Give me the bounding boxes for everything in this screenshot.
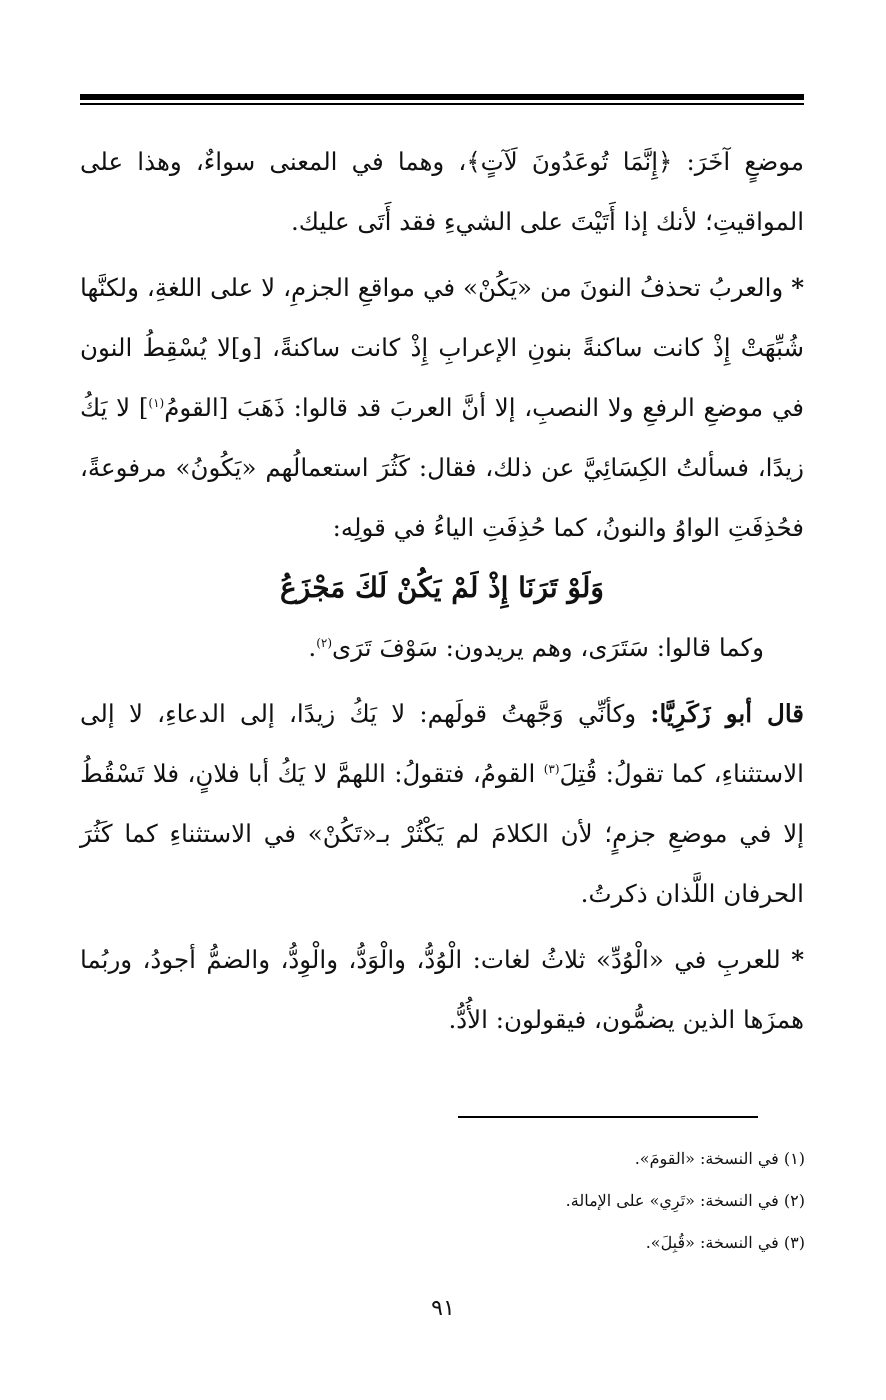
paragraph-2 [80,258,804,558]
footnote-separator [458,1116,758,1118]
footnote-1: (١) في النسخة: «القومَ». [634,1149,805,1168]
paragraph-1-text: موضعٍ آخَرَ: ﴿إِنَّمَا تُوعَدُونَ لَآتٍ﴾، وهما في المعنى سواءٌ، وهذا على المواقيتِ؛ لأنك إذا أَتَيْتَ على الشيءِ فقد أَتَى عليك. [80,147,804,236]
paragraph-3-text: وكما قالوا: سَتَرَى، وهم يريدون: سَوْفَ تَرَى [332,633,764,662]
paragraph-4 [80,684,804,924]
footnote-ref-3: (٣) [543,761,560,776]
footnote-ref-2: (٢) [316,635,333,650]
paragraph-2-text-continued: ] لا يَكُ زيدًا، فسألتُ الكِسَائِيَّ عن ذلك، فقال: كَثُرَ استعمالُهم «يَكُونُ» مرفوعةً، فحُذِفَتِ الواوُ والنونُ، كما حُذِفَتِ الياءُ في قولِه: [80,393,804,542]
section-star-marker: * [791,273,804,302]
paragraph-2-text: والعربُ تحذفُ النونَ من «يَكُنْ» في مواقعِ الجزمِ، لا على اللغةِ، ولكنَّها شُبِّهَتْ إِذْ كانت ساكنةً بنونِ الإعرابِ إِذْ كانت ساكنةً، [و]لا يُسْقِطُ النون في موضعِ الرفعِ ولا النصبِ، إلا أنَّ العربَ قد قالوا: ذَهَبَ [القومُ [80,273,805,422]
footnotes [80,1138,805,1264]
footnote-2: (٢) في النسخة: «تَرِي» على الإمالة. [565,1191,805,1210]
header-rule-thin [80,103,804,105]
paragraph-3-end: . [308,633,317,662]
footnote-ref-1: (١) [148,395,165,410]
paragraph-1 [80,132,804,252]
paragraph-5-text: للعربِ في «الْوُدِّ» ثلاثُ لغات: الْوُدُّ، والْوَدُّ، والْوِدُّ، والضمُّ أجودُ، وربُما همزَها الذين يضمُّون، فيقولون: الأُدُّ. [80,945,804,1034]
poetry-verse: وَلَوْ تَرَنَا إِذْ لَمْ يَكُنْ لَكَ مَجْزَعُ [280,571,604,604]
page-number: ٩١ [431,1296,455,1321]
speaker-label: قال أبو زَكَرِيَّا: [650,699,804,728]
paragraph-4-text-continued: القومُ، فتقولُ: اللهمَّ لا يَكُ أبا فلانٍ، فلا تَسْقُطُ إلا في موضعِ جزمٍ؛ لأن الكلامَ لم يَكْثُرْ بـ«تَكُنْ» في الاستثناءِ كما كَثُرَ الحرفان اللَّذان ذكرتُ. [80,759,804,908]
section-star-marker-2: * [791,945,804,974]
header-rule-thick [80,94,804,100]
paragraph-5 [80,930,804,1050]
paragraph-4-text: وكأنِّي وَجَّهتُ قولَهم: لا يَكُ زيدًا، إلى الدعاءِ، لا إلى الاستثناءِ، كما تقولُ: قُتِلَ [80,699,804,788]
footnote-3: (٣) في النسخة: «قُبِلَ». [645,1233,805,1252]
main-text [80,132,804,1050]
paragraph-3 [80,618,804,678]
